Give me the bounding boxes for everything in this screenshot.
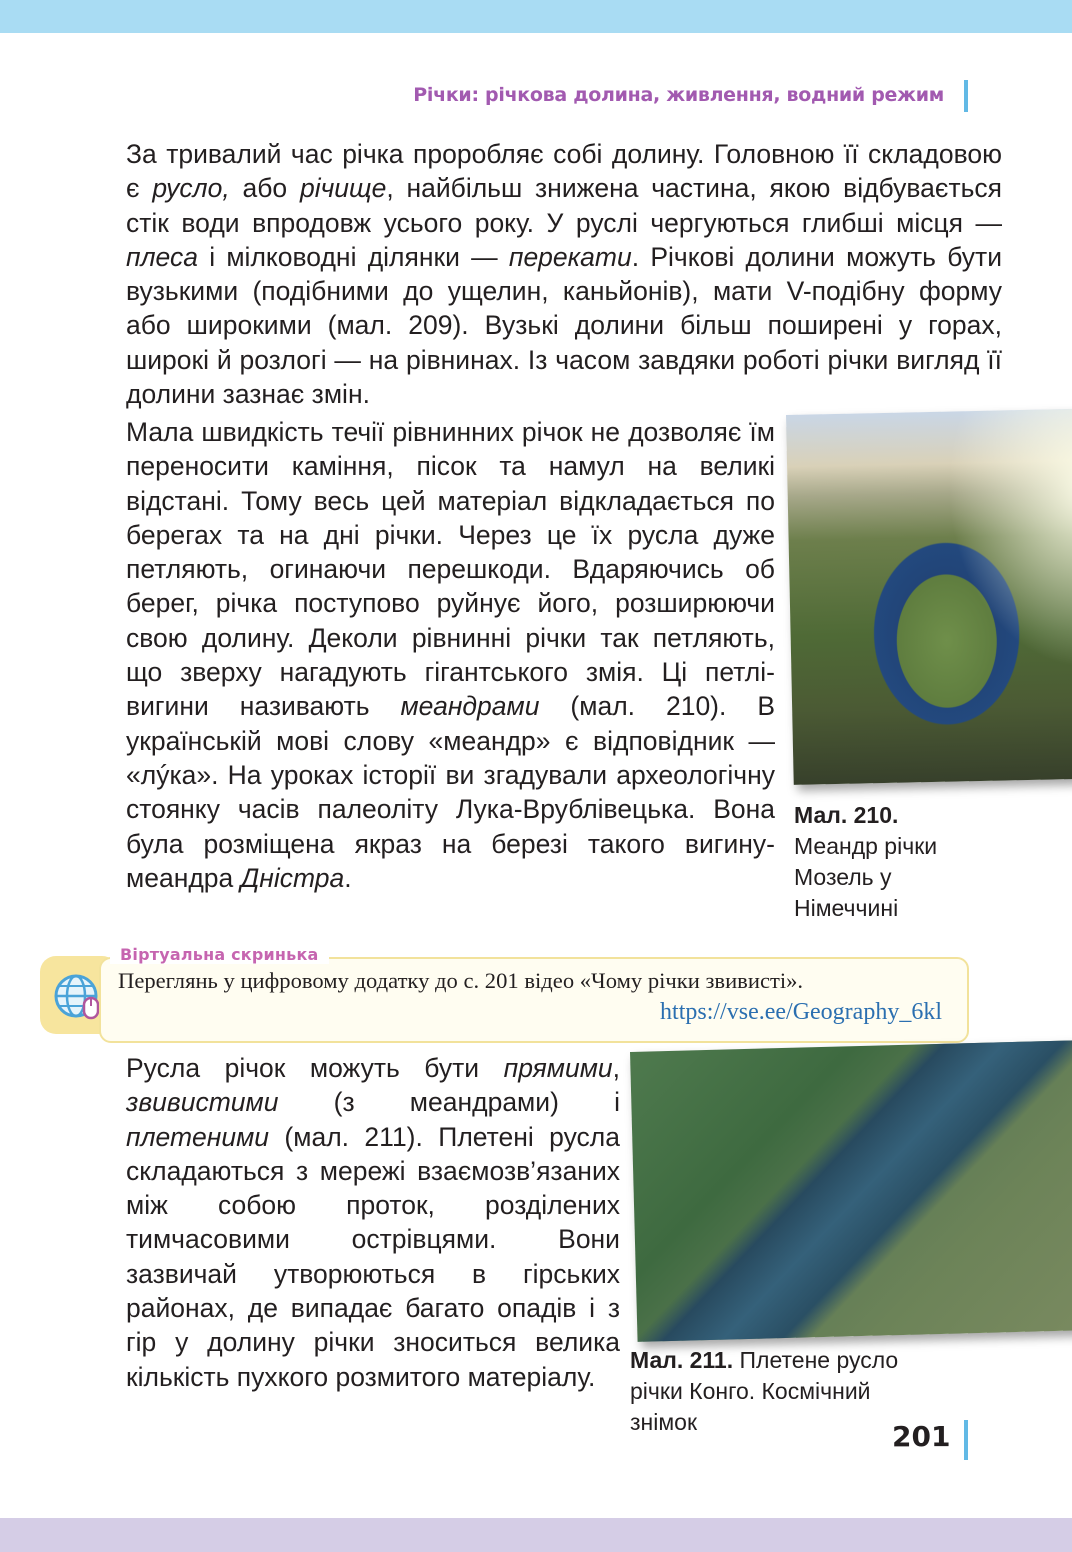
paragraph-channel-types: [92, 1051, 620, 1394]
term-zvyvysti: звивистими: [126, 1087, 279, 1118]
text-run: (з меандрами) і: [278, 1087, 620, 1118]
text-run: .: [344, 862, 352, 893]
page-number: 201: [892, 1420, 951, 1453]
bottom-color-bar: [0, 1518, 1072, 1552]
text-run: і мілководні ділянки —: [197, 241, 509, 272]
braided-channel-satellite-photo: [630, 1040, 1072, 1342]
text-run: (мал. 210). В українській мові слову «меандр» є відповідник — «лýка». На уроках історії ви згадували археологічну стоянку часів палеоліту Лука-Врублівецька. Вона була розміщена якраз на березі такого вигину-меандра: [126, 691, 775, 893]
term-richyshche: річище: [299, 173, 387, 204]
figure-211-caption: [630, 1345, 910, 1438]
text-run: Мала швидкість течії рівнинних річок не дозволяє їм переносити каміння, пісок та намул на великі відстані. Тому весь цей матеріал відкладається по берегах та на дні річки. Через це їх русла дуже петляють, огинаючи перешкоди. Вдаряючись об берег, річка поступово руйнує його, розширюючи свою долину. Деколи рівнинні річки так петляють, що зверху нагадують гігантського змія. Ці петлі-вигини називають: [126, 417, 775, 722]
page-number-rule: [964, 1420, 968, 1460]
paragraph-meanders: [92, 415, 775, 895]
term-meandry: меандрами: [400, 691, 540, 722]
text-run: або: [229, 173, 300, 204]
text-run: ,: [612, 1053, 620, 1083]
virtual-box-label: Віртуальна скринька: [110, 945, 329, 964]
meander-photo: [786, 409, 1072, 785]
running-header: Річки: річкова долина, живлення, водний режим: [413, 84, 944, 106]
top-color-bar: [0, 0, 1072, 33]
text-run: (мал. 211). Плетені русла складаються з мережі взаємозв’язаних між собою проток, розділених тимчасовими острівцями. Вони зазвичай утворюються в гірських районах, де випадає багато опадів і з гір у долину річки зноситься велика кількість пухкого розмитого матеріалу.: [126, 1121, 620, 1392]
figure-211-text: Плетене русло річки Конго. Космічний знімок: [630, 1347, 899, 1435]
text-run: . Річкові долини можуть бути вузькими (подібними до ущелин, каньйонів), мати V-подібну форму або широкими (мал. 209). Вузькі долини більш поширені у горах, широкі й розлогі — на рівнинах. Із часом завдяки роботі річки вигляд її долини зазнає змін.: [126, 241, 1002, 410]
figure-210-caption: [794, 800, 994, 924]
virtual-box-link[interactable]: https://vse.ee/Geography_6kl: [660, 999, 942, 1025]
text-run: За тривалий час річка проробляє собі долину. Головною її складовою є: [126, 139, 1002, 204]
term-perekaty: перекати: [508, 241, 632, 272]
text-run: , найбільш знижена частина, якою відбувається стік води впродовж усього року. У руслі чергуються глибші місця —: [126, 173, 1002, 238]
term-priami: прямими: [503, 1053, 613, 1083]
term-pleteni: плетеними: [126, 1121, 270, 1152]
sunlight-glow: [946, 409, 1072, 672]
text-run: Русла річок можуть бути: [126, 1053, 504, 1083]
figure-211-label: Мал. 211.: [630, 1347, 734, 1373]
virtual-box-text: Переглянь у цифровому додатку до с. 201 відео «Чому річки звивисті».: [118, 968, 804, 993]
term-ruslo: русло,: [152, 173, 230, 204]
paragraph-river-valley: [92, 137, 1002, 411]
figure-210-label: Мал. 210.: [794, 802, 899, 828]
term-plesa: плеса: [126, 241, 198, 272]
term-dnister: Дністра: [240, 862, 345, 893]
figure-210-text: Меандр річки Мозель у Німеччині: [794, 833, 938, 921]
header-rule: [964, 80, 968, 112]
